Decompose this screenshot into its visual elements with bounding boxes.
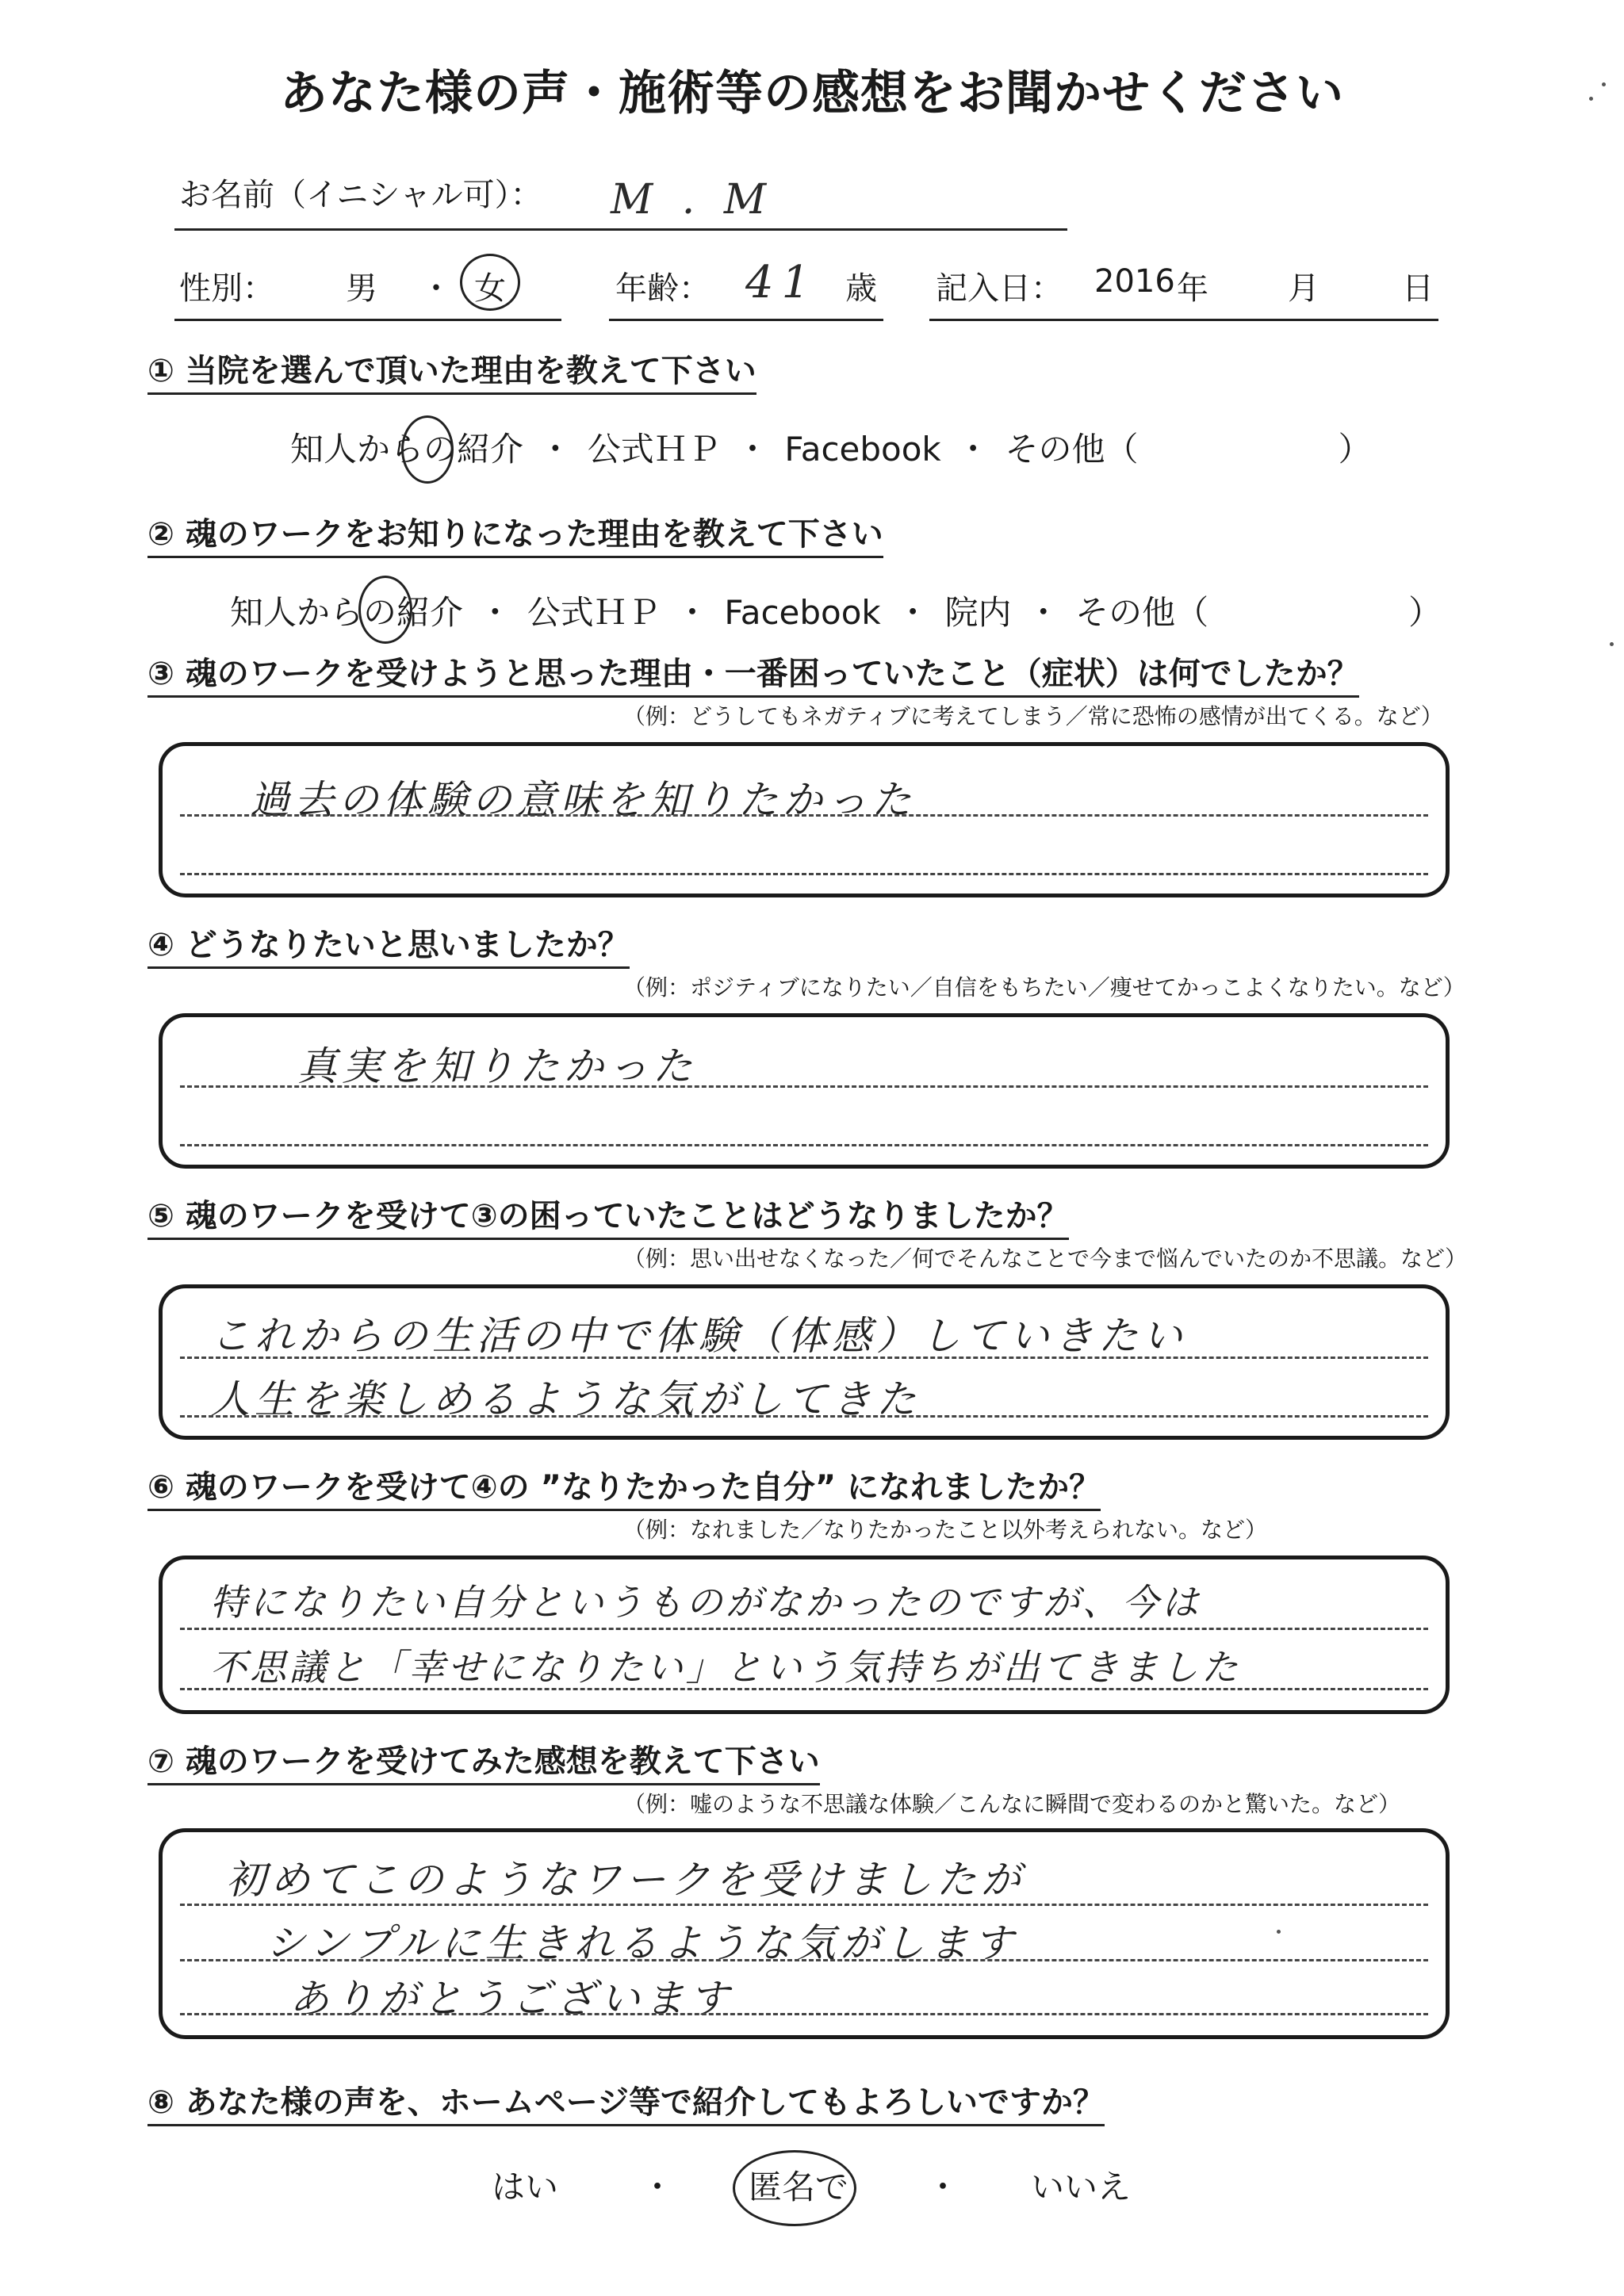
q4-answer-line-1: 真実を知りたかった [297, 1043, 697, 1089]
q4-dash-line-2 [180, 1144, 1428, 1146]
q6-answer-line-2: 不思議と「幸せになりたい」という気持ちが出てきました [210, 1646, 1241, 1689]
q5-answer-box[interactable] [159, 1284, 1450, 1440]
date-label: 記入日： [936, 270, 1063, 307]
q8-selected-circle [733, 2150, 856, 2226]
date-year-unit: 年 [1177, 270, 1208, 307]
date-underline [929, 319, 1438, 321]
q2-selected-circle [358, 576, 412, 644]
q5-dash-line-1 [180, 1357, 1428, 1359]
q1-options[interactable]: 知人からの紹介 ・ 公式ＨＰ ・ Facebook ・ その他（ ） [290, 430, 1372, 469]
q6-dash-line-2 [180, 1688, 1428, 1690]
scan-speck [1277, 1930, 1281, 1934]
name-value[interactable]: M . M [611, 176, 775, 224]
scan-speck [1602, 82, 1606, 86]
q5-heading: ⑤ 魂のワークを受けて③の困っていたことはどうなりましたか？ [147, 1191, 1069, 1240]
q6-answer-box[interactable] [159, 1556, 1450, 1714]
age-label: 年齢： [615, 270, 710, 307]
gender-label: 性別： [179, 270, 274, 307]
q6-example: （例：なれました／なりたかったこと以外考えられない。など） [623, 1517, 1268, 1543]
q6-heading: ⑥ 魂のワークを受けて④の ”なりたかった自分” になれましたか？ [147, 1462, 1101, 1511]
q5-dash-line-2 [180, 1415, 1428, 1418]
date-year: 2016 [1094, 263, 1175, 300]
q4-answer-box[interactable] [159, 1013, 1450, 1169]
q3-answer-line-1: 過去の体験の意味を知りたかった [250, 777, 916, 823]
q6-answer-line-1: 特になりたい自分というものがなかったのですが、今は [210, 1581, 1201, 1624]
q8-separator-2: ・ [926, 2168, 960, 2206]
q5-example: （例：思い出せなくなった／何でそんなことで今まで悩んでいたのか不思議。など） [623, 1246, 1468, 1272]
q7-answer-line-1: 初めてこのようなワークを受けましたが [226, 1857, 1025, 1903]
date-day-unit: 日 [1402, 270, 1434, 307]
q3-dash-line-1 [180, 814, 1428, 817]
q7-dash-line-2 [180, 1959, 1428, 1961]
gender-female-circle [460, 254, 520, 311]
q4-dash-line-1 [180, 1085, 1428, 1088]
form-title: あなた様の声・施術等の感想をお聞かせください [280, 66, 1344, 121]
name-label: お名前（イニシャル可）： [179, 177, 542, 213]
gender-underline [174, 319, 561, 321]
q3-answer-box[interactable] [159, 742, 1450, 897]
scan-speck [1610, 642, 1614, 646]
q3-dash-line-2 [180, 873, 1428, 875]
scan-speck [1589, 97, 1593, 101]
q2-options[interactable]: 知人からの紹介 ・ 公式ＨＰ ・ Facebook ・ 院内 ・ その他（ ） [230, 593, 1442, 632]
age-underline [609, 319, 883, 321]
age-value[interactable]: 41 [745, 257, 818, 308]
q3-heading: ③ 魂のワークを受けようと思った理由・一番困っていたこと（症状）は何でしたか？ [147, 649, 1359, 698]
q8-option-no[interactable]: いいえ [1031, 2168, 1132, 2206]
q1-heading: ① 当院を選んで頂いた理由を教えて下さい [147, 346, 756, 395]
q7-answer-line-3: ありがとうございます [289, 1976, 733, 2022]
name-underline [174, 228, 1067, 231]
date-month-unit: 月 [1288, 270, 1320, 307]
q5-answer-line-2: 人生を楽しめるような気がしてきた [210, 1376, 921, 1422]
q8-option-yes[interactable]: はい [492, 2168, 559, 2206]
q2-heading: ② 魂のワークをお知りになった理由を教えて下さい [147, 509, 883, 558]
q8-option-anonymous[interactable]: 匿名で [749, 2168, 849, 2206]
q7-example: （例：嘘のような不思議な体験／こんなに瞬間で変わるのかと驚いた。など） [623, 1791, 1401, 1817]
q7-heading: ⑦ 魂のワークを受けてみた感想を教えて下さい [147, 1736, 820, 1785]
age-unit: 歳 [845, 270, 877, 307]
q3-example: （例：どうしてもネガティブに考えてしまう／常に恐怖の感情が出てくる。など） [623, 703, 1443, 729]
q8-separator-1: ・ [641, 2168, 675, 2206]
q8-heading: ⑧ あなた様の声を、ホームページ等で紹介してもよろしいですか？ [147, 2077, 1105, 2126]
q1-selected-circle [401, 415, 454, 484]
q7-answer-box[interactable] [159, 1828, 1450, 2039]
q4-example: （例：ポジティブになりたい／自信をもちたい／痩せてかっこよくなりたい。など） [623, 974, 1465, 1001]
gender-male[interactable]: 男 [346, 270, 377, 307]
q6-dash-line-1 [180, 1628, 1428, 1630]
gender-separator: ・ [420, 270, 452, 307]
q5-answer-line-1: これからの生活の中で体験（体感）していきたい [210, 1313, 1187, 1359]
gender-female[interactable]: 女 [474, 270, 506, 307]
q7-answer-line-2: シンプルに生きれるような気がします [266, 1920, 1018, 1966]
q4-heading: ④ どうなりたいと思いましたか？ [147, 920, 630, 969]
q7-dash-line-3 [180, 2013, 1428, 2015]
q7-dash-line-1 [180, 1904, 1428, 1906]
